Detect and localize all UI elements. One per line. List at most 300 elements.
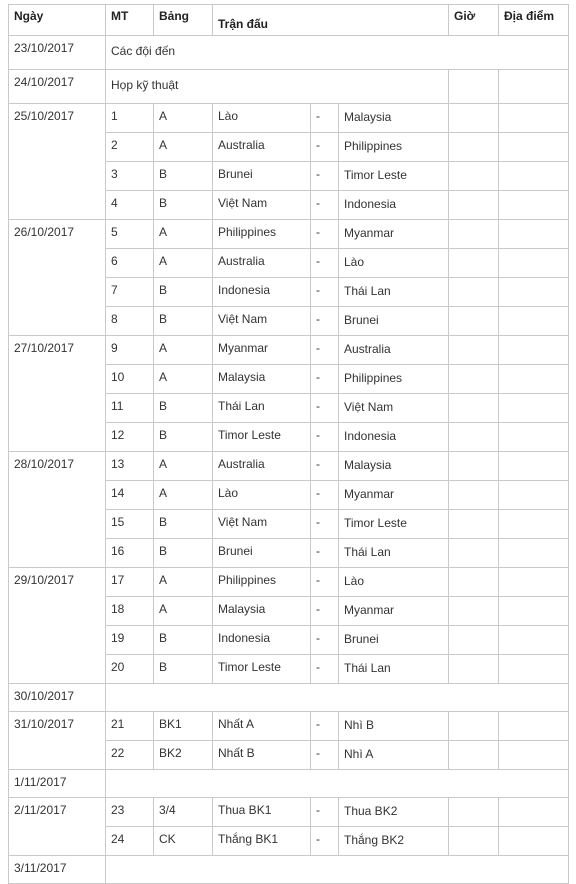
column-divider (105, 248, 106, 277)
column-divider (153, 740, 154, 769)
score-separator: - (316, 660, 320, 674)
row-divider (105, 422, 569, 423)
column-divider (212, 161, 213, 190)
column-divider (153, 797, 154, 826)
home-team: Australia (218, 457, 265, 471)
column-divider (8, 855, 9, 883)
column-divider (8, 711, 9, 769)
row-divider (105, 538, 569, 539)
column-divider (8, 683, 9, 711)
home-team: Lào (218, 486, 239, 500)
match-number: 16 (111, 544, 125, 558)
column-divider (498, 480, 499, 509)
header-time: Giờ (454, 9, 476, 23)
column-divider (105, 567, 106, 596)
score-separator: - (316, 196, 320, 210)
column-divider (498, 69, 499, 103)
column-divider (310, 335, 311, 364)
date-cell: 28/10/2017 (14, 457, 75, 471)
home-team: Nhất B (218, 746, 255, 760)
match-number: 10 (111, 370, 125, 384)
score-separator: - (316, 631, 320, 645)
column-divider (8, 335, 9, 451)
column-divider (153, 654, 154, 683)
column-divider (310, 509, 311, 538)
match-number: 4 (111, 196, 118, 210)
match-group: A (159, 109, 168, 123)
home-team: Australia (218, 138, 265, 152)
home-team: Philippines (218, 225, 277, 239)
match-group: A (159, 486, 168, 500)
column-divider (498, 567, 499, 596)
column-divider (568, 4, 569, 35)
row-divider (105, 480, 569, 481)
column-divider (338, 393, 339, 422)
away-team: Thắng BK2 (344, 833, 405, 847)
date-cell: 3/11/2017 (14, 861, 67, 875)
column-divider (153, 364, 154, 393)
column-divider (8, 769, 9, 797)
column-divider (338, 451, 339, 480)
column-divider (498, 538, 499, 567)
column-divider (105, 711, 106, 740)
score-separator: - (316, 138, 320, 152)
column-divider (153, 538, 154, 567)
score-separator: - (316, 717, 320, 731)
match-group: B (159, 515, 168, 529)
date-cell: 23/10/2017 (14, 41, 75, 55)
score-separator: - (316, 746, 320, 760)
column-divider (310, 480, 311, 509)
away-team: Myanmar (344, 226, 395, 240)
away-team: Indonesia (344, 197, 397, 211)
score-separator: - (316, 167, 320, 181)
match-group: B (159, 631, 168, 645)
column-divider (105, 683, 106, 711)
column-divider (105, 219, 106, 248)
row-divider (8, 69, 569, 70)
column-divider (448, 538, 449, 567)
column-divider (153, 277, 154, 306)
row-divider (8, 451, 569, 452)
column-divider (448, 654, 449, 683)
column-divider (498, 711, 499, 740)
column-divider (568, 769, 569, 797)
home-team: Thua BK1 (218, 803, 272, 817)
column-divider (448, 306, 449, 335)
column-divider (448, 248, 449, 277)
column-divider (212, 538, 213, 567)
column-divider (212, 567, 213, 596)
column-divider (105, 625, 106, 654)
score-separator: - (316, 283, 320, 297)
row-divider (8, 855, 569, 856)
column-divider (153, 596, 154, 625)
score-separator: - (316, 109, 320, 123)
home-team: Malaysia (218, 370, 266, 384)
column-divider (498, 451, 499, 480)
away-team: Brunei (344, 632, 379, 646)
match-group: B (159, 167, 168, 181)
row-divider (105, 393, 569, 394)
match-number: 24 (111, 832, 125, 846)
column-divider (153, 393, 154, 422)
row-divider (8, 35, 569, 36)
column-divider (153, 451, 154, 480)
column-divider (498, 161, 499, 190)
column-divider (153, 190, 154, 219)
header-group: Bảng (159, 9, 189, 23)
column-divider (105, 797, 106, 826)
column-divider (8, 35, 9, 69)
column-divider (153, 4, 154, 35)
match-number: 2 (111, 138, 118, 152)
home-team: Australia (218, 254, 265, 268)
date-cell: 29/10/2017 (14, 573, 75, 587)
column-divider (498, 422, 499, 451)
column-divider (310, 711, 311, 740)
match-group: A (159, 138, 168, 152)
column-divider (338, 364, 339, 393)
column-divider (498, 132, 499, 161)
date-cell: 24/10/2017 (14, 75, 75, 89)
match-number: 13 (111, 457, 125, 471)
column-divider (153, 509, 154, 538)
column-divider (105, 132, 106, 161)
home-team: Việt Nam (218, 196, 268, 210)
date-cell: 27/10/2017 (14, 341, 75, 355)
column-divider (105, 306, 106, 335)
home-team: Việt Nam (218, 312, 268, 326)
match-number: 11 (111, 399, 124, 413)
column-divider (310, 451, 311, 480)
column-divider (105, 596, 106, 625)
match-group: B (159, 399, 168, 413)
column-divider (105, 509, 106, 538)
column-divider (448, 422, 449, 451)
home-team: Timor Leste (218, 428, 281, 442)
column-divider (338, 277, 339, 306)
column-divider (338, 132, 339, 161)
column-divider (448, 826, 449, 855)
home-team: Indonesia (218, 631, 271, 645)
column-divider (153, 625, 154, 654)
match-group: A (159, 225, 168, 239)
column-divider (338, 654, 339, 683)
column-divider (105, 35, 106, 69)
column-divider (153, 335, 154, 364)
column-divider (338, 711, 339, 740)
column-divider (153, 161, 154, 190)
column-divider (448, 364, 449, 393)
away-team: Myanmar (344, 603, 395, 617)
away-team: Timor Leste (344, 516, 407, 530)
date-cell: 30/10/2017 (14, 689, 75, 703)
match-group: A (159, 573, 168, 587)
column-divider (338, 248, 339, 277)
score-separator: - (316, 225, 320, 239)
home-team: Thắng BK1 (218, 832, 279, 846)
match-group: A (159, 370, 168, 384)
match-number: 19 (111, 631, 125, 645)
column-divider (153, 480, 154, 509)
column-divider (212, 625, 213, 654)
column-divider (212, 364, 213, 393)
date-cell: 2/11/2017 (14, 803, 67, 817)
column-divider (448, 509, 449, 538)
score-separator: - (316, 370, 320, 384)
away-team: Lào (344, 574, 365, 588)
column-divider (212, 654, 213, 683)
column-divider (448, 596, 449, 625)
match-number: 17 (111, 573, 125, 587)
row-divider (105, 625, 569, 626)
column-divider (498, 740, 499, 769)
column-divider (310, 161, 311, 190)
score-separator: - (316, 457, 320, 471)
column-divider (212, 248, 213, 277)
away-team: Malaysia (344, 458, 392, 472)
column-divider (153, 711, 154, 740)
away-team: Thua BK2 (344, 804, 398, 818)
column-divider (105, 538, 106, 567)
column-divider (153, 422, 154, 451)
score-separator: - (316, 602, 320, 616)
column-divider (448, 161, 449, 190)
column-divider (338, 161, 339, 190)
match-number: 21 (111, 717, 125, 731)
away-team: Thái Lan (344, 661, 391, 675)
match-number: 5 (111, 225, 118, 239)
match-number: 23 (111, 803, 125, 817)
match-group: A (159, 341, 168, 355)
column-divider (212, 190, 213, 219)
column-divider (212, 797, 213, 826)
column-divider (310, 538, 311, 567)
column-divider (310, 103, 311, 132)
match-group: B (159, 428, 168, 442)
column-divider (105, 654, 106, 683)
date-cell: 31/10/2017 (14, 717, 75, 731)
column-divider (338, 219, 339, 248)
row-divider (8, 711, 569, 712)
column-divider (498, 364, 499, 393)
column-divider (153, 248, 154, 277)
column-divider (498, 335, 499, 364)
column-divider (212, 306, 213, 335)
column-divider (310, 132, 311, 161)
column-divider (498, 277, 499, 306)
column-divider (448, 797, 449, 826)
column-divider (8, 451, 9, 567)
home-team: Nhất A (218, 717, 255, 731)
row-divider (105, 190, 569, 191)
header-match-no: MT (111, 9, 129, 23)
row-divider (105, 740, 569, 741)
column-divider (212, 4, 213, 35)
row-divider (105, 509, 569, 510)
column-divider (8, 103, 9, 219)
row-divider (8, 797, 569, 798)
away-team: Myanmar (344, 487, 395, 501)
column-divider (212, 335, 213, 364)
column-divider (105, 161, 106, 190)
row-divider (8, 335, 569, 336)
match-group: BK2 (159, 746, 182, 760)
column-divider (498, 625, 499, 654)
match-group: B (159, 283, 168, 297)
column-divider (448, 4, 449, 35)
column-divider (8, 567, 9, 683)
column-divider (105, 393, 106, 422)
column-divider (498, 596, 499, 625)
row-divider (105, 306, 569, 307)
header-date: Ngày (14, 9, 44, 23)
column-divider (212, 711, 213, 740)
column-divider (448, 219, 449, 248)
score-separator: - (316, 803, 320, 817)
column-divider (153, 306, 154, 335)
home-team: Lào (218, 109, 239, 123)
day-note: Họp kỹ thuật (111, 78, 179, 92)
column-divider (498, 797, 499, 826)
score-separator: - (316, 544, 320, 558)
score-separator: - (316, 312, 320, 326)
column-divider (212, 422, 213, 451)
column-divider (310, 654, 311, 683)
column-divider (338, 596, 339, 625)
row-divider (105, 248, 569, 249)
date-cell: 1/11/2017 (14, 775, 67, 789)
row-divider (8, 683, 569, 684)
column-divider (338, 422, 339, 451)
column-divider (212, 132, 213, 161)
home-team: Brunei (218, 544, 253, 558)
column-divider (310, 740, 311, 769)
column-divider (448, 625, 449, 654)
match-group: B (159, 312, 168, 326)
column-divider (448, 277, 449, 306)
column-divider (498, 190, 499, 219)
column-divider (310, 826, 311, 855)
match-number: 12 (111, 428, 125, 442)
column-divider (448, 103, 449, 132)
column-divider (448, 451, 449, 480)
column-divider (310, 277, 311, 306)
row-divider (105, 161, 569, 162)
column-divider (153, 567, 154, 596)
column-divider (448, 711, 449, 740)
column-divider (105, 103, 106, 132)
score-separator: - (316, 399, 320, 413)
match-number: 6 (111, 254, 118, 268)
column-divider (153, 103, 154, 132)
match-number: 8 (111, 312, 118, 326)
score-separator: - (316, 573, 320, 587)
column-divider (212, 393, 213, 422)
score-separator: - (316, 428, 320, 442)
match-number: 14 (111, 486, 125, 500)
match-group: B (159, 544, 168, 558)
column-divider (498, 103, 499, 132)
column-divider (498, 826, 499, 855)
column-divider (338, 797, 339, 826)
column-divider (310, 248, 311, 277)
column-divider (568, 69, 569, 103)
column-divider (105, 277, 106, 306)
column-divider (448, 69, 449, 103)
column-divider (338, 740, 339, 769)
column-divider (498, 509, 499, 538)
column-divider (105, 480, 106, 509)
away-team: Australia (344, 342, 391, 356)
match-group: CK (159, 832, 176, 846)
row-divider (8, 567, 569, 568)
column-divider (212, 740, 213, 769)
match-number: 3 (111, 167, 118, 181)
match-number: 20 (111, 660, 125, 674)
away-team: Thái Lan (344, 545, 391, 559)
column-divider (105, 451, 106, 480)
column-divider (105, 855, 106, 883)
column-divider (212, 596, 213, 625)
column-divider (498, 393, 499, 422)
column-divider (338, 625, 339, 654)
away-team: Nhì B (344, 718, 375, 732)
home-team: Indonesia (218, 283, 271, 297)
column-divider (310, 306, 311, 335)
home-team: Malaysia (218, 602, 266, 616)
match-group: B (159, 196, 168, 210)
column-divider (212, 277, 213, 306)
column-divider (8, 69, 9, 103)
column-divider (153, 219, 154, 248)
column-divider (105, 826, 106, 855)
away-team: Timor Leste (344, 168, 407, 182)
column-divider (212, 509, 213, 538)
column-divider (338, 480, 339, 509)
column-divider (310, 596, 311, 625)
column-divider (338, 509, 339, 538)
column-divider (105, 740, 106, 769)
row-divider (8, 103, 569, 104)
column-divider (310, 797, 311, 826)
home-team: Brunei (218, 167, 253, 181)
column-divider (105, 335, 106, 364)
column-divider (105, 69, 106, 103)
column-divider (448, 132, 449, 161)
match-group: B (159, 660, 168, 674)
score-separator: - (316, 341, 320, 355)
column-divider (310, 625, 311, 654)
header-match: Trận đấu (218, 17, 269, 31)
column-divider (568, 683, 569, 711)
column-divider (310, 190, 311, 219)
home-team: Timor Leste (218, 660, 281, 674)
home-team: Philippines (218, 573, 277, 587)
column-divider (338, 306, 339, 335)
column-divider (8, 797, 9, 855)
match-number: 9 (111, 341, 118, 355)
row-divider (8, 219, 569, 220)
away-team: Việt Nam (344, 400, 394, 414)
column-divider (448, 567, 449, 596)
match-group: 3/4 (159, 803, 176, 817)
away-team: Thái Lan (344, 284, 391, 298)
match-number: 1 (111, 109, 118, 123)
column-divider (568, 855, 569, 883)
column-divider (310, 567, 311, 596)
